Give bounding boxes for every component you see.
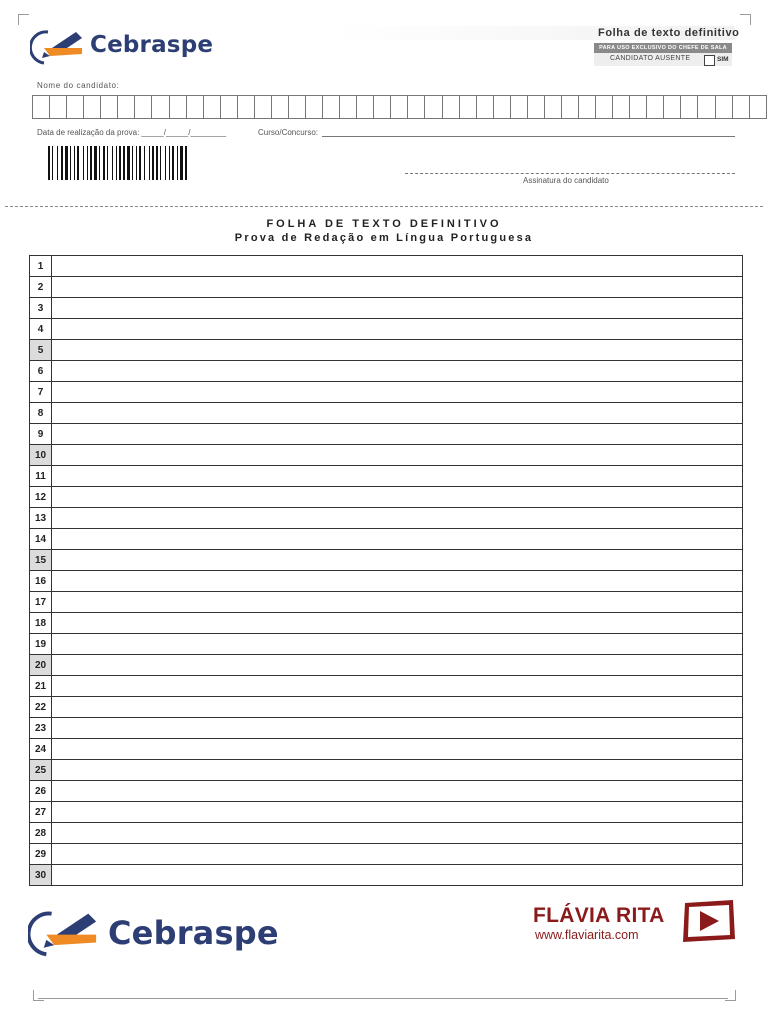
writing-line-field[interactable] [52, 739, 742, 759]
line-number: 18 [30, 613, 52, 633]
writing-line-row [30, 361, 742, 382]
writing-lines-grid [29, 255, 743, 886]
writing-line-field[interactable] [52, 781, 742, 801]
barcode-bar [57, 146, 58, 180]
name-label: Nome do candidato: [37, 81, 120, 90]
name-char-box[interactable] [204, 96, 221, 118]
barcode-bar [165, 146, 166, 180]
name-char-box[interactable] [494, 96, 511, 118]
name-char-box[interactable] [460, 96, 477, 118]
absent-label: CANDIDATO AUSENTE [610, 55, 691, 62]
barcode-bar [74, 146, 75, 180]
writing-line-field[interactable] [52, 823, 742, 843]
signature-label: Assinatura do candidato [523, 176, 609, 185]
barcode-bar [160, 146, 161, 180]
line-number: 27 [30, 802, 52, 822]
writing-line-field[interactable] [52, 487, 742, 507]
writing-line-field[interactable] [52, 697, 742, 717]
barcode-bar [87, 146, 88, 180]
writing-line-field[interactable] [52, 466, 742, 486]
name-char-box[interactable] [101, 96, 118, 118]
barcode-bar [107, 146, 108, 180]
barcode-bar [172, 146, 174, 180]
barcode-bar [177, 146, 178, 180]
writing-line-row [30, 781, 742, 802]
barcode-bar [103, 146, 105, 180]
writing-line-field[interactable] [52, 340, 742, 360]
absent-box [594, 53, 732, 66]
writing-line-field[interactable] [52, 760, 742, 780]
name-char-box[interactable] [698, 96, 715, 118]
barcode-bar [127, 146, 130, 180]
writing-line-row [30, 718, 742, 739]
dashed-separator [5, 206, 763, 207]
course-label: Curso/Concurso: [258, 128, 319, 137]
cebraspe-logo-text: Cebraspe [90, 32, 214, 58]
line-number: 24 [30, 739, 52, 759]
line-number: 16 [30, 571, 52, 591]
writing-line-field[interactable] [52, 382, 742, 402]
name-char-box[interactable] [67, 96, 84, 118]
name-char-box[interactable] [750, 96, 767, 118]
line-number: 28 [30, 823, 52, 843]
writing-line-row [30, 319, 742, 340]
barcode-bar [149, 146, 150, 180]
cebraspe-logo-icon [30, 26, 88, 66]
crop-mark-top-left [18, 14, 29, 25]
name-char-box[interactable] [238, 96, 255, 118]
barcode-bar [77, 146, 79, 180]
barcode-bar [65, 146, 68, 180]
writing-line-row [30, 676, 742, 697]
writing-line-row [30, 340, 742, 361]
barcode-bar [83, 146, 84, 180]
writing-line-field[interactable] [52, 403, 742, 423]
name-char-box[interactable] [374, 96, 391, 118]
writing-line-row [30, 403, 742, 424]
name-char-box[interactable] [528, 96, 545, 118]
line-number: 12 [30, 487, 52, 507]
writing-line-field[interactable] [52, 550, 742, 570]
writing-line-field[interactable] [52, 361, 742, 381]
writing-line-field[interactable] [52, 718, 742, 738]
writing-line-row [30, 298, 742, 319]
barcode-bar [99, 146, 100, 180]
flavia-rita-logo [533, 898, 738, 948]
name-char-box[interactable] [681, 96, 698, 118]
writing-line-field[interactable] [52, 445, 742, 465]
barcode-bar [90, 146, 92, 180]
barcode-bar [180, 146, 183, 180]
play-icon [681, 899, 737, 943]
writing-line-row [30, 382, 742, 403]
line-number: 15 [30, 550, 52, 570]
footer-cebraspe-logo [28, 904, 278, 960]
writing-line-field[interactable] [52, 298, 742, 318]
writing-line-field[interactable] [52, 802, 742, 822]
name-char-box[interactable] [306, 96, 323, 118]
name-char-box[interactable] [511, 96, 528, 118]
writing-line-row [30, 424, 742, 445]
line-number: 14 [30, 529, 52, 549]
name-char-box[interactable] [443, 96, 460, 118]
crop-mark-top-right [740, 14, 751, 25]
barcode-bar [139, 146, 141, 180]
footer-cebraspe-logo-icon [28, 904, 104, 960]
course-field-line[interactable] [322, 136, 735, 137]
exam-subtitle: Prova de Redação em Língua Portuguesa [234, 232, 534, 244]
writing-line-row [30, 655, 742, 676]
absent-checkbox[interactable] [704, 55, 715, 66]
exclusive-use-label: PARA USO EXCLUSIVO DO CHEFE DE SALA [594, 43, 732, 53]
writing-line-field[interactable] [52, 865, 742, 885]
writing-line-row [30, 844, 742, 865]
name-char-box[interactable] [613, 96, 630, 118]
barcode-bar [156, 146, 158, 180]
line-number: 11 [30, 466, 52, 486]
barcode-bar [132, 146, 133, 180]
footer-cebraspe-logo-text: Cebraspe [108, 914, 279, 952]
name-char-box[interactable] [664, 96, 681, 118]
crop-mark-bottom-left [33, 990, 44, 1001]
name-char-box[interactable] [477, 96, 494, 118]
writing-line-row [30, 508, 742, 529]
name-char-box[interactable] [289, 96, 306, 118]
writing-line-row [30, 592, 742, 613]
flavia-rita-url: www.flaviarita.com [535, 928, 639, 942]
line-number: 2 [30, 277, 52, 297]
writing-line-row [30, 739, 742, 760]
writing-line-row [30, 634, 742, 655]
flavia-rita-brand-name: FLÁVIA RITA [533, 904, 665, 927]
writing-line-row [30, 487, 742, 508]
name-char-box[interactable] [170, 96, 187, 118]
barcode-bar [169, 146, 170, 180]
name-char-box[interactable] [596, 96, 613, 118]
line-number: 26 [30, 781, 52, 801]
name-char-box[interactable] [255, 96, 272, 118]
name-char-box[interactable] [647, 96, 664, 118]
barcode-bar [119, 146, 121, 180]
writing-line-row [30, 466, 742, 487]
writing-line-row [30, 613, 742, 634]
writing-line-row [30, 823, 742, 844]
line-number: 7 [30, 382, 52, 402]
barcode [48, 146, 284, 180]
name-char-box[interactable] [152, 96, 169, 118]
name-char-box[interactable] [84, 96, 101, 118]
writing-line-row [30, 697, 742, 718]
writing-line-field[interactable] [52, 256, 742, 276]
line-number: 6 [30, 361, 52, 381]
writing-line-row [30, 277, 742, 298]
signature-line[interactable] [405, 173, 735, 174]
name-char-box[interactable] [50, 96, 67, 118]
writing-line-field[interactable] [52, 613, 742, 633]
writing-line-field[interactable] [52, 676, 742, 696]
name-char-box[interactable] [425, 96, 442, 118]
name-char-box[interactable] [118, 96, 135, 118]
name-char-box[interactable] [733, 96, 750, 118]
writing-line-row [30, 445, 742, 466]
writing-line-row [30, 865, 742, 886]
line-number: 9 [30, 424, 52, 444]
name-char-box[interactable] [323, 96, 340, 118]
line-number: 25 [30, 760, 52, 780]
line-number: 29 [30, 844, 52, 864]
name-char-box[interactable] [357, 96, 374, 118]
name-char-box[interactable] [545, 96, 562, 118]
writing-line-field[interactable] [52, 277, 742, 297]
barcode-bar [152, 146, 154, 180]
barcode-bar [185, 146, 187, 180]
candidate-name-boxes[interactable] [32, 95, 767, 119]
barcode-bar [112, 146, 113, 180]
line-number: 23 [30, 718, 52, 738]
writing-line-field[interactable] [52, 655, 742, 675]
name-char-box[interactable] [272, 96, 289, 118]
barcode-bar [61, 146, 63, 180]
name-char-box[interactable] [187, 96, 204, 118]
writing-line-row [30, 529, 742, 550]
name-char-box[interactable] [340, 96, 357, 118]
writing-line-row [30, 802, 742, 823]
writing-line-row [30, 550, 742, 571]
exam-date-label: Data de realização da prova: _____/_____/________ [37, 128, 227, 137]
line-number: 4 [30, 319, 52, 339]
line-number: 3 [30, 298, 52, 318]
sim-label: SIM [717, 56, 729, 63]
line-number: 1 [30, 256, 52, 276]
line-number: 10 [30, 445, 52, 465]
barcode-bar [52, 146, 53, 180]
barcode-bar [123, 146, 125, 180]
name-char-box[interactable] [221, 96, 238, 118]
line-number: 30 [30, 865, 52, 885]
bottom-rule [38, 998, 728, 999]
barcode-bar [136, 146, 137, 180]
name-char-box[interactable] [562, 96, 579, 118]
name-char-box[interactable] [391, 96, 408, 118]
cebraspe-logo [30, 26, 220, 66]
line-number: 19 [30, 634, 52, 654]
barcode-bar [48, 146, 50, 180]
answer-sheet-title: FOLHA DE TEXTO DEFINITIVO [266, 218, 502, 230]
name-char-box[interactable] [135, 96, 152, 118]
name-char-box[interactable] [33, 96, 50, 118]
sheet-title: Folha de texto definitivo [598, 27, 740, 39]
writing-line-row [30, 760, 742, 781]
line-number: 5 [30, 340, 52, 360]
line-number: 8 [30, 403, 52, 423]
barcode-bar [70, 146, 71, 180]
writing-line-field[interactable] [52, 319, 742, 339]
writing-line-field[interactable] [52, 424, 742, 444]
name-char-box[interactable] [408, 96, 425, 118]
name-char-box[interactable] [630, 96, 647, 118]
writing-line-row [30, 256, 742, 277]
writing-line-field[interactable] [52, 844, 742, 864]
line-number: 20 [30, 655, 52, 675]
name-char-box[interactable] [579, 96, 596, 118]
writing-line-field[interactable] [52, 592, 742, 612]
barcode-bar [144, 146, 145, 180]
line-number: 21 [30, 676, 52, 696]
name-char-box[interactable] [716, 96, 733, 118]
barcode-bar [116, 146, 117, 180]
line-number: 22 [30, 697, 52, 717]
writing-line-field[interactable] [52, 529, 742, 549]
line-number: 13 [30, 508, 52, 528]
crop-mark-bottom-right [725, 990, 736, 1001]
writing-line-field[interactable] [52, 508, 742, 528]
writing-line-field[interactable] [52, 571, 742, 591]
writing-line-field[interactable] [52, 634, 742, 654]
writing-line-row [30, 571, 742, 592]
line-number: 17 [30, 592, 52, 612]
barcode-bar [94, 146, 97, 180]
